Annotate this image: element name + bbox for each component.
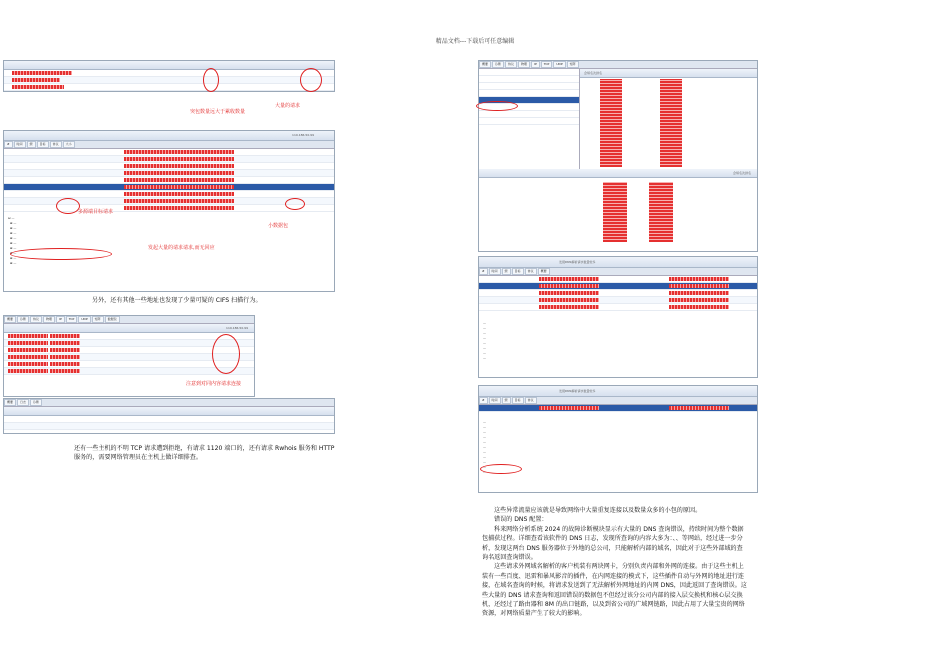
bottom-pane [479,178,757,248]
window-title: 发现DNS解析请求数量较多 [559,389,596,393]
toolbar-address: 119.186.50.99 [292,133,314,137]
highlight-ring [56,198,80,214]
screenshot-dns-list [478,256,758,378]
window-title: 发现DNS解析请求数量较多 [559,260,596,264]
screenshot-log-table [3,398,335,434]
panel-title: 会频名次排名 [732,171,751,175]
page-header: 精品文档---下载后可任意编辑 [435,38,515,45]
table-row [4,84,334,91]
table-row-selected [4,184,334,191]
table-row [4,416,334,423]
redacted-column [600,79,622,167]
annotation-label: 小数据包 [268,223,289,229]
redacted-column [660,79,682,167]
table-row [4,177,334,184]
decode-tree: — — — — — — — — — — — [483,420,486,474]
annotation-label: 大量的请求 [275,103,301,109]
left-pane [479,69,580,169]
list-item [479,111,579,118]
table-row [4,205,334,212]
list-item [479,76,579,83]
list-item [479,69,579,76]
decode-tree: ⊟ — ⊞ — ⊞ — ⊞ — ⊞ — ⊞ — ⊞ — ⊞ — ⊞ — ⊞ — [8,216,17,265]
body-text [482,506,748,619]
table-row-selected [479,283,757,290]
table-row [4,156,334,163]
column-header: # 时间 源 目标 协议 大小 [4,141,334,149]
table-row [4,149,334,156]
screenshot-traffic-table [3,60,335,92]
table-row-selected [479,405,757,412]
paragraph-summary: 这些异常流量应该就是导致网络中大量重复连接以及数量众多的小包的原因。 [494,507,702,514]
annotation-label: 多源端目标请求 [78,209,114,215]
highlight-ring [285,198,305,210]
tab-strip: 概要 诊断 协议 物理 IP TCP UDP 矩阵 数据包 [4,316,254,324]
column-header: # 时间 源 目标 协议 [479,397,757,405]
list-item [479,118,579,125]
annotation-label: 发起大量的请求请求,而无回应 [148,245,215,251]
column-header: # 时间 源 目标 协议 概要 [479,268,757,276]
annotation-label: 突包数量远大于累收数量 [190,109,246,115]
screenshot-host-ranking [478,60,758,252]
panel-title: 会频名次排名 [584,71,603,75]
highlight-ring [480,464,522,474]
caption-paragraph [74,444,336,463]
highlight-ring [300,68,322,92]
caption-paragraph [92,296,332,305]
paragraph-body: 这些请求外网域名解析的客户机装有两块网卡，分别负责内部和外网的连接。由于这些主机上装有一些百度、迅雷和暴风影音的插件，在内网连接的模式下，这些插件自动与外网的地址进行连接，在域名查询的时候，将请求发送到了无法解析外网地址的内网 DNS，因此返回了查询错误。这些大量的 DNS 请求查询和返回错误的数据包不但经过该分公司内部的接入层交换机和核心层交换机，还经过了路由器和 8M 的出口链路，以及到省公司的广域网链路，因此占用了大量宝贵的网络资源，对网络质量产生了较大的影响。 [482,563,747,618]
screenshot-packet-view [3,130,335,292]
caption-text: 还有一些主机的不明 TCP 请求遭到拒绝，有请求 1120 端口的，还有请求 Rwhois 服务和 HTTP 服务的，需要网络管理员在主机上做详细排查。 [74,445,335,462]
table-row [479,304,757,311]
toolbar [4,131,334,141]
table-row [479,276,757,283]
highlight-ring [10,248,112,260]
paragraph-heading: 错误的 DNS 配置： [494,516,548,524]
table-row [4,77,334,84]
table-row [4,70,334,77]
table-row [479,290,757,297]
screenshot-dns-detail [478,385,758,493]
annotation-label: 注意到对同内容请求连接 [186,381,242,387]
redacted-column [649,182,673,242]
list-item [479,90,579,97]
redacted-column [603,182,627,242]
table-row [479,297,757,304]
decode-tree: — — — — — — — — [483,321,486,360]
toolbar [4,324,254,333]
list-item [479,83,579,90]
window-title-bar [479,257,757,268]
caption-text: 另外，还有其他一些地址也发现了少量可疑的 CIFS 扫描行为。 [92,297,262,304]
tab-strip: 概要 日志 诊断 [4,399,334,407]
table-header-bar [4,61,334,70]
table-row [4,163,334,170]
panel-title-bar [479,169,757,178]
highlight-ring [203,68,219,92]
paragraph-body: 科来网络分析系统 2024 的故障诊断模块显示有大量的 DNS 查询错误，持续时间为整个数据包捕获过程。详细查看该软件的 DNS 日志，发现所查询的内容大多为：、、等网站，经过进一步分析，发现这两台 DNS 服务器位于外地的总公司，只能解析内部的域名，因此对于这些外部域的查询名返回查询错误。 [482,525,744,562]
toolbar [4,407,334,416]
panel-title-bar [580,69,757,78]
right-pane [580,69,757,169]
tab-strip: 概要 诊断 协议 物理 IP TCP UDP 矩阵 [479,61,757,69]
toolbar-address: 119.186.50.99 [226,326,248,330]
table-row [4,423,334,430]
highlight-ring [476,101,518,111]
highlight-ring [212,334,240,374]
window-title-bar [479,386,757,397]
table-row [4,170,334,177]
table-row [4,191,334,198]
